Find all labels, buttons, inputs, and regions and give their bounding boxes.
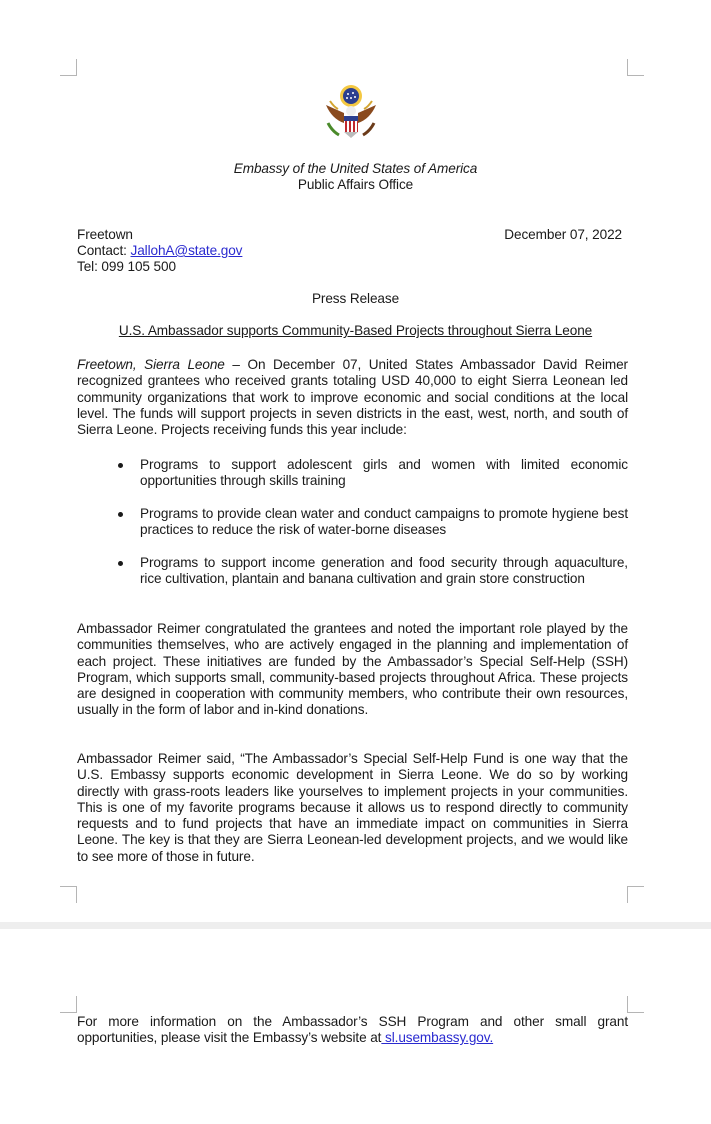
- list-item: [77, 555, 628, 588]
- list-item-text: Programs to provide clean water and conduct campaigns to promote hygiene best practices to reduce the risk of water-borne diseases: [140, 505, 628, 537]
- list-item: [77, 457, 628, 490]
- telephone-text: Tel: 099 105 500: [77, 259, 176, 274]
- page-corner-mark: [60, 996, 77, 1013]
- embassy-website-link[interactable]: sl.usembassy.gov.: [381, 1030, 494, 1046]
- us-great-seal-emblem-icon: [322, 83, 380, 145]
- list-item-text: Programs to support income generation and food security through aquaculture, rice cultivation, plantain and banana cultivation and grain store construction: [140, 555, 628, 587]
- lead-paragraph: [77, 357, 628, 438]
- contact-email-link[interactable]: JallohA@state.gov: [130, 243, 243, 258]
- release-date: December 07, 2022: [504, 227, 622, 242]
- page-corner-mark: [627, 886, 644, 903]
- page-corner-mark: [60, 886, 77, 903]
- press-release-headline: U.S. Ambassador supports Community-Based Projects throughout Sierra Leone: [118, 323, 593, 338]
- projects-list: [77, 457, 628, 588]
- lead-text: – On December 07, United States Ambassador David Reimer recognized grantees who received grants totaling USD 40,000 to eight Sierra Leonean led community organizations that work to improve economic and social conditions at the local level. The funds will support projects in seven districts in the east, west, north, and south of Sierra Leone. Projects receiving funds this year include:: [77, 357, 628, 438]
- list-item: [77, 506, 628, 539]
- bullet-icon: [118, 561, 123, 566]
- embassy-name: Embassy of the United States of America: [233, 161, 478, 176]
- footer-text: For more information on the Ambassador’s SSH Program and other small grant opportunities, please visit the Embassy’s website at: [77, 1014, 628, 1046]
- paragraph-quote: Ambassador Reimer said, “The Ambassador’s Special Self-Help Fund is one way that the U.S. Embassy supports economic development in Sierra Leone. We do so by working directly with grass-roots leaders like yourselves to implement projects in your communities. This is one of my favorite programs because it allows us to respond directly to community requests and to fund projects that have an immediate impact on communities in Sierra Leone. The key is that they are Sierra Leonean-led development projects, and we would like to see more of those in future.: [77, 751, 628, 864]
- press-release-label: Press Release: [311, 291, 400, 306]
- dateline: Freetown, Sierra Leone: [77, 357, 225, 372]
- page-corner-mark: [627, 59, 644, 76]
- footer-paragraph: [77, 1014, 628, 1047]
- bullet-icon: [118, 463, 123, 468]
- page-corner-mark: [627, 996, 644, 1013]
- contact-line: [77, 243, 242, 259]
- office-name: Public Affairs Office: [297, 177, 414, 192]
- location-text: Freetown: [77, 227, 133, 242]
- page-separator: [0, 922, 711, 929]
- bullet-icon: [118, 512, 123, 517]
- page-corner-mark: [60, 59, 77, 76]
- document-page-2: [0, 929, 711, 1124]
- contact-label: Contact:: [77, 243, 131, 258]
- list-item-text: Programs to support adolescent girls and women with limited economic opportunities through skills training: [140, 457, 628, 489]
- paragraph-congratulations: Ambassador Reimer congratulated the grantees and noted the important role played by the communities themselves, who are actively engaged in the planning and implementation of each project. These initiatives are funded by the Ambassador’s Special Self-Help (SSH) Program, which supports small, community-based projects throughout Africa. These projects are designed in cooperation with community members, who contribute their own resources, usually in the form of labor and in-kind donations.: [77, 621, 628, 718]
